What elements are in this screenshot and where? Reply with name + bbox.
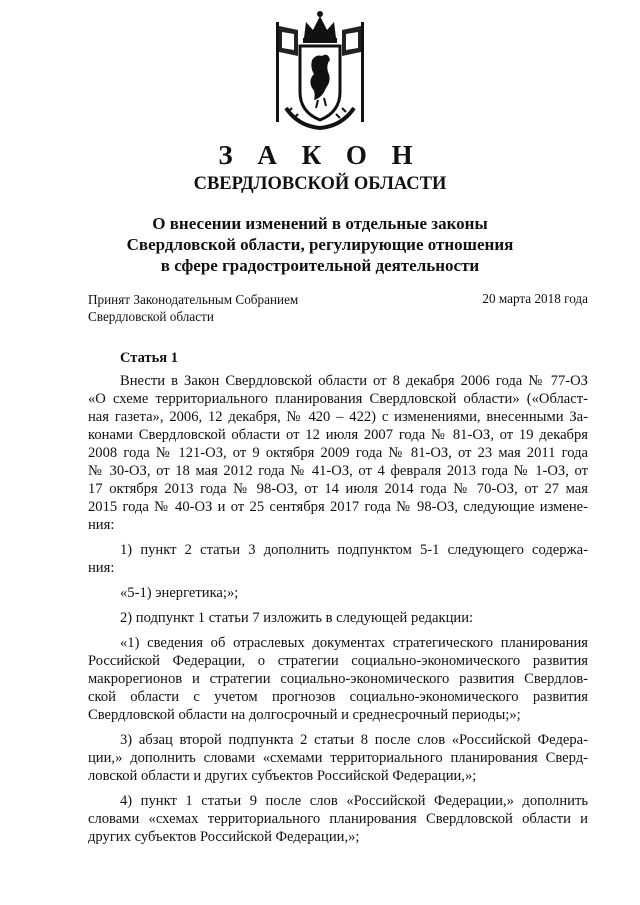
text-line: «1) сведения об отраслевых документах стратегического планирования (120, 635, 588, 651)
text-line: ния: (88, 517, 115, 533)
law-subject (0, 213, 640, 276)
subject-line: Свердловской области, регулирующие отношения (126, 235, 514, 254)
text-line: 1) пункт 2 статьи 3 дополнить подпунктом 5-1 следующего содержа- (120, 542, 588, 558)
text-line: 2) подпункт 1 статьи 7 изложить в следующей редакции: (120, 610, 474, 626)
text-line: Внести в Закон Свердловской области от 8 декабря 2006 года № 77-ОЗ (120, 373, 588, 389)
text-line: словами «схемах территориального планирования Свердловской области и (88, 811, 588, 827)
text-line: ции,» дополнить словами «схемами территориального планирования Сверд- (88, 750, 588, 766)
text-line: 17 октября 2013 года № 98-ОЗ, от 14 июля 2014 года № 70-ОЗ, от 27 мая (88, 481, 588, 497)
subject-line: О внесении изменений в отдельные законы (152, 214, 488, 233)
subject-line: в сфере градостроительной деятельности (160, 256, 480, 275)
text-line: Свердловской области на долгосрочный и среднесрочный периоды;»; (88, 707, 521, 723)
text-line: № 30-ОЗ, от 18 мая 2012 года № 41-ОЗ, от 4 февраля 2013 года № 1-ОЗ, от (88, 463, 588, 479)
text-line: «5-1) энергетика;»; (120, 585, 239, 601)
coat-of-arms-icon (256, 8, 384, 132)
text-line: макрорегионов и стратегии социально-экономического развития Свердлов- (88, 671, 588, 687)
text-line: других субъектов Российской Федерации,»; (88, 829, 360, 845)
text-line: ная газета», 2006, 12 декабря, № 420 – 422) с изменениями, внесенными За- (88, 409, 588, 425)
text-line: 2015 года № 40-ОЗ и от 25 сентября 2017 года № 98-ОЗ, следующие измене- (88, 499, 588, 515)
text-line: ской области с учетом прогнозов социально-экономического развития (88, 689, 588, 705)
adopted-by-line: Принят Законодательным Собранием (88, 292, 299, 307)
article-body (88, 372, 588, 846)
text-line: «О схеме территориального планирования Свердловской области» («Област- (88, 391, 588, 407)
region-title: СВЕРДЛОВСКОЙ ОБЛАСТИ (193, 174, 447, 194)
text-line: конами Свердловской области от 12 июля 2007 года № 81-ОЗ, от 19 декабря (88, 427, 588, 443)
adoption-date: 20 марта 2018 года (482, 291, 588, 306)
article-heading: Статья 1 (120, 350, 178, 366)
adopted-by (88, 291, 298, 325)
text-line: 2008 года № 121-ОЗ, от 9 октября 2009 года № 81-ОЗ, от 23 мая 2011 года (88, 445, 588, 461)
text-line: ловской области и других субъектов Российской Федерации,»; (88, 768, 477, 784)
text-line: 3) абзац второй подпункта 2 статьи 8 после слов «Российской Федера- (120, 732, 588, 748)
text-line: 4) пункт 1 статьи 9 после слов «Российской Федерации,» дополнить (120, 793, 588, 809)
text-line: Российской Федерации, о стратегии социально-экономического развития (88, 653, 588, 669)
adopted-by-line: Свердловской области (88, 309, 214, 324)
text-line: ния: (88, 560, 115, 576)
document-type-title: З А К О Н (218, 140, 422, 170)
